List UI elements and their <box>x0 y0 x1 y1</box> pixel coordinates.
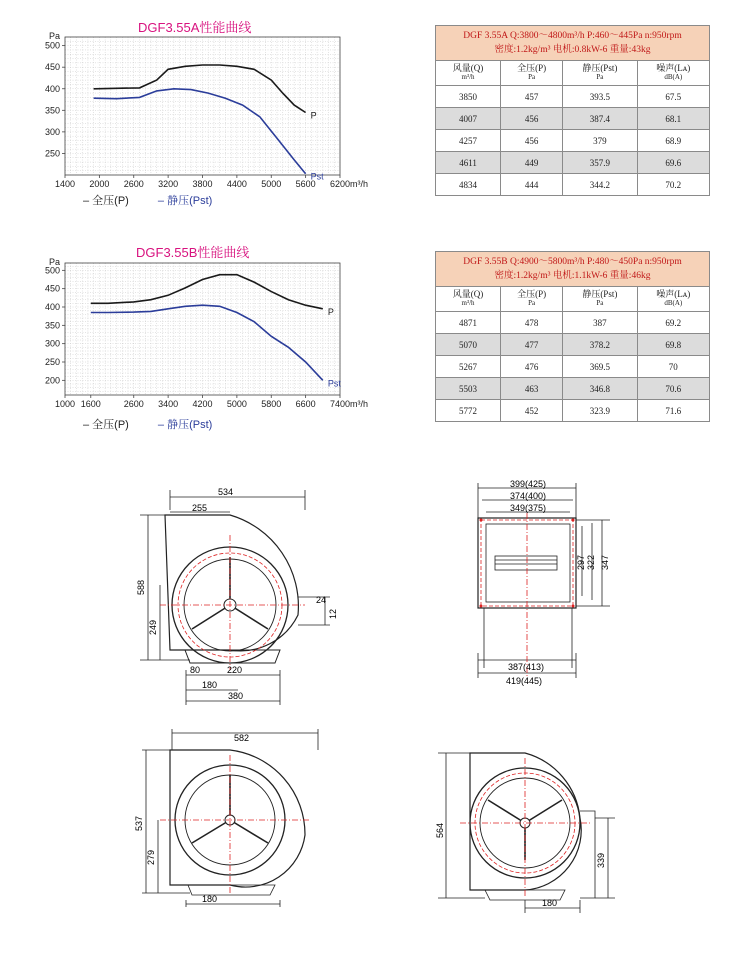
y-tick-label: 400 <box>44 83 60 94</box>
table-row: 4007 456 387.4 68.1 <box>436 108 710 130</box>
x-unit-label: m³/h <box>350 399 368 409</box>
col-noise: 噪声(Lᴀ) dB(A) <box>637 61 709 86</box>
dim-297: 297 <box>576 554 586 570</box>
dim-180: 180 <box>542 898 558 908</box>
col-total-pressure: 全压(P) Pa <box>501 287 563 312</box>
x-tick-label: 4200 <box>192 399 213 409</box>
x-tick-label: 2600 <box>123 399 144 409</box>
spec-line-2: 密度:1.2kg/m³ 电机:0.8kW-6 重量:43kg <box>494 45 651 55</box>
series-line <box>91 275 323 309</box>
spec-line-1: DGF 3.55B Q:4900～5800m³/h P:480～450Pa n:950rpm <box>463 257 682 267</box>
x-tick-label: 5000 <box>226 399 247 409</box>
y-tick-label: 450 <box>44 62 60 73</box>
chart-b-title: DGF3.55B性能曲线 <box>136 245 250 260</box>
y-tick-label: 500 <box>44 265 60 276</box>
x-tick-label: 3200 <box>158 179 179 189</box>
chart-a-legend <box>83 192 238 208</box>
x-tick-label: 1600 <box>80 399 101 409</box>
y-tick-label: 400 <box>44 302 60 312</box>
table-row: 5070 477 378.2 69.8 <box>436 334 710 356</box>
y-tick-label: 300 <box>44 338 60 349</box>
x-tick-label: 4400 <box>226 179 247 189</box>
legend-total-pressure: – 全压(P) <box>83 419 129 431</box>
dim-80: 80 <box>190 665 201 675</box>
y-tick-label: 250 <box>44 148 60 159</box>
col-airflow: 风量(Q) m³/h <box>436 61 501 86</box>
table-row: 5772 452 323.9 71.6 <box>436 400 710 422</box>
dim-12: 12 <box>328 608 338 619</box>
dim-537: 537 <box>134 815 144 831</box>
dim-180: 180 <box>202 894 218 904</box>
col-airflow: 风量(Q) m³/h <box>436 287 501 312</box>
dim-322: 322 <box>586 554 596 570</box>
chart-a-plot <box>30 32 380 197</box>
spec-table-header <box>436 26 710 61</box>
series-end-label: P <box>310 110 317 121</box>
dim-220: 220 <box>227 665 243 675</box>
spec-line-1: DGF 3.55A Q:3800～4800m³/h P:460～445Pa n:950rpm <box>463 31 682 41</box>
dim-180: 180 <box>202 680 218 690</box>
x-tick-label: 5600 <box>295 179 316 189</box>
dim-349: 349(375) <box>510 503 547 513</box>
table-row: 4611 449 357.9 69.6 <box>436 152 710 174</box>
x-tick-label: 6600 <box>295 399 316 409</box>
chart-b-legend <box>83 416 238 432</box>
table-row: 3850 457 393.5 67.5 <box>436 86 710 108</box>
table-row: 4871 478 387 69.2 <box>436 312 710 334</box>
series-end-label: P <box>327 306 334 317</box>
x-tick-label: 2000 <box>89 179 110 189</box>
spec-line-2: 密度:1.2kg/m³ 电机:1.1kW-6 重量:46kg <box>494 271 651 281</box>
y-tick-label: 450 <box>44 283 60 294</box>
dim-249: 249 <box>148 619 158 635</box>
y-unit-label: Pa <box>48 258 60 267</box>
x-tick-label: 5000 <box>261 179 282 189</box>
x-tick-label: 1400 <box>54 179 76 189</box>
dim-399: 399(425) <box>510 479 547 489</box>
col-static-pressure: 静压(Pst) Pa <box>563 287 637 312</box>
col-noise: 噪声(Lᴀ) dB(A) <box>637 287 709 312</box>
y-tick-label: 500 <box>44 40 60 51</box>
dim-564: 564 <box>435 822 445 838</box>
x-tick-label: 7400 <box>329 399 351 409</box>
legend-total-pressure: – 全压(P) <box>83 195 129 207</box>
spec-table-a <box>435 25 710 196</box>
dim-255: 255 <box>192 503 208 513</box>
table-row: 5503 463 346.8 70.6 <box>436 378 710 400</box>
x-tick-label: 3400 <box>158 399 179 409</box>
chart-a-title: DGF3.55A性能曲线 <box>138 20 252 35</box>
y-tick-label: 350 <box>44 105 60 116</box>
y-tick-label: 350 <box>44 320 60 331</box>
x-tick-label: 1000 <box>54 399 76 409</box>
dim-347: 347 <box>600 554 610 570</box>
x-unit-label: m³/h <box>350 179 368 189</box>
table-row: 4834 444 344.2 70.2 <box>436 174 710 196</box>
table-row: 4257 456 379 68.9 <box>436 130 710 152</box>
legend-static-pressure: – 静压(Pst) <box>157 419 213 431</box>
x-tick-label: 2600 <box>123 179 144 189</box>
col-static-pressure: 静压(Pst) Pa <box>563 61 637 86</box>
series-line <box>91 305 323 380</box>
y-tick-label: 200 <box>44 375 60 386</box>
table-row: 5267 476 369.5 70 <box>436 356 710 378</box>
dim-534: 534 <box>218 487 234 497</box>
legend-static-pressure: – 静压(Pst) <box>157 195 213 207</box>
dim-419: 419(445) <box>506 676 543 686</box>
x-tick-label: 5800 <box>261 399 282 409</box>
chart-b-plot <box>30 258 380 418</box>
dim-387: 387(413) <box>508 662 545 672</box>
dim-279: 279 <box>146 849 156 865</box>
y-tick-label: 250 <box>44 357 60 367</box>
drawing-front-view <box>470 478 620 693</box>
y-unit-label: Pa <box>48 32 60 41</box>
dim-24: 24 <box>316 595 327 605</box>
dim-374: 374(400) <box>510 491 547 501</box>
dim-380: 380 <box>228 691 244 701</box>
col-total-pressure: 全压(P) Pa <box>501 61 563 86</box>
dim-582: 582 <box>234 733 250 743</box>
spec-table-header <box>436 252 710 287</box>
drawing-view-4 <box>430 748 630 918</box>
y-tick-label: 300 <box>44 126 60 137</box>
series-line <box>94 65 306 113</box>
series-end-label: Pst <box>327 378 341 389</box>
x-tick-label: 3800 <box>192 179 213 189</box>
spec-table-b <box>435 251 710 422</box>
dim-339: 339 <box>596 852 606 868</box>
series-end-label: Pst <box>310 171 324 182</box>
drawing-view-3 <box>130 725 330 910</box>
x-tick-label: 6200 <box>329 179 351 189</box>
drawing-side-view <box>130 485 350 710</box>
dim-588: 588 <box>136 579 146 595</box>
